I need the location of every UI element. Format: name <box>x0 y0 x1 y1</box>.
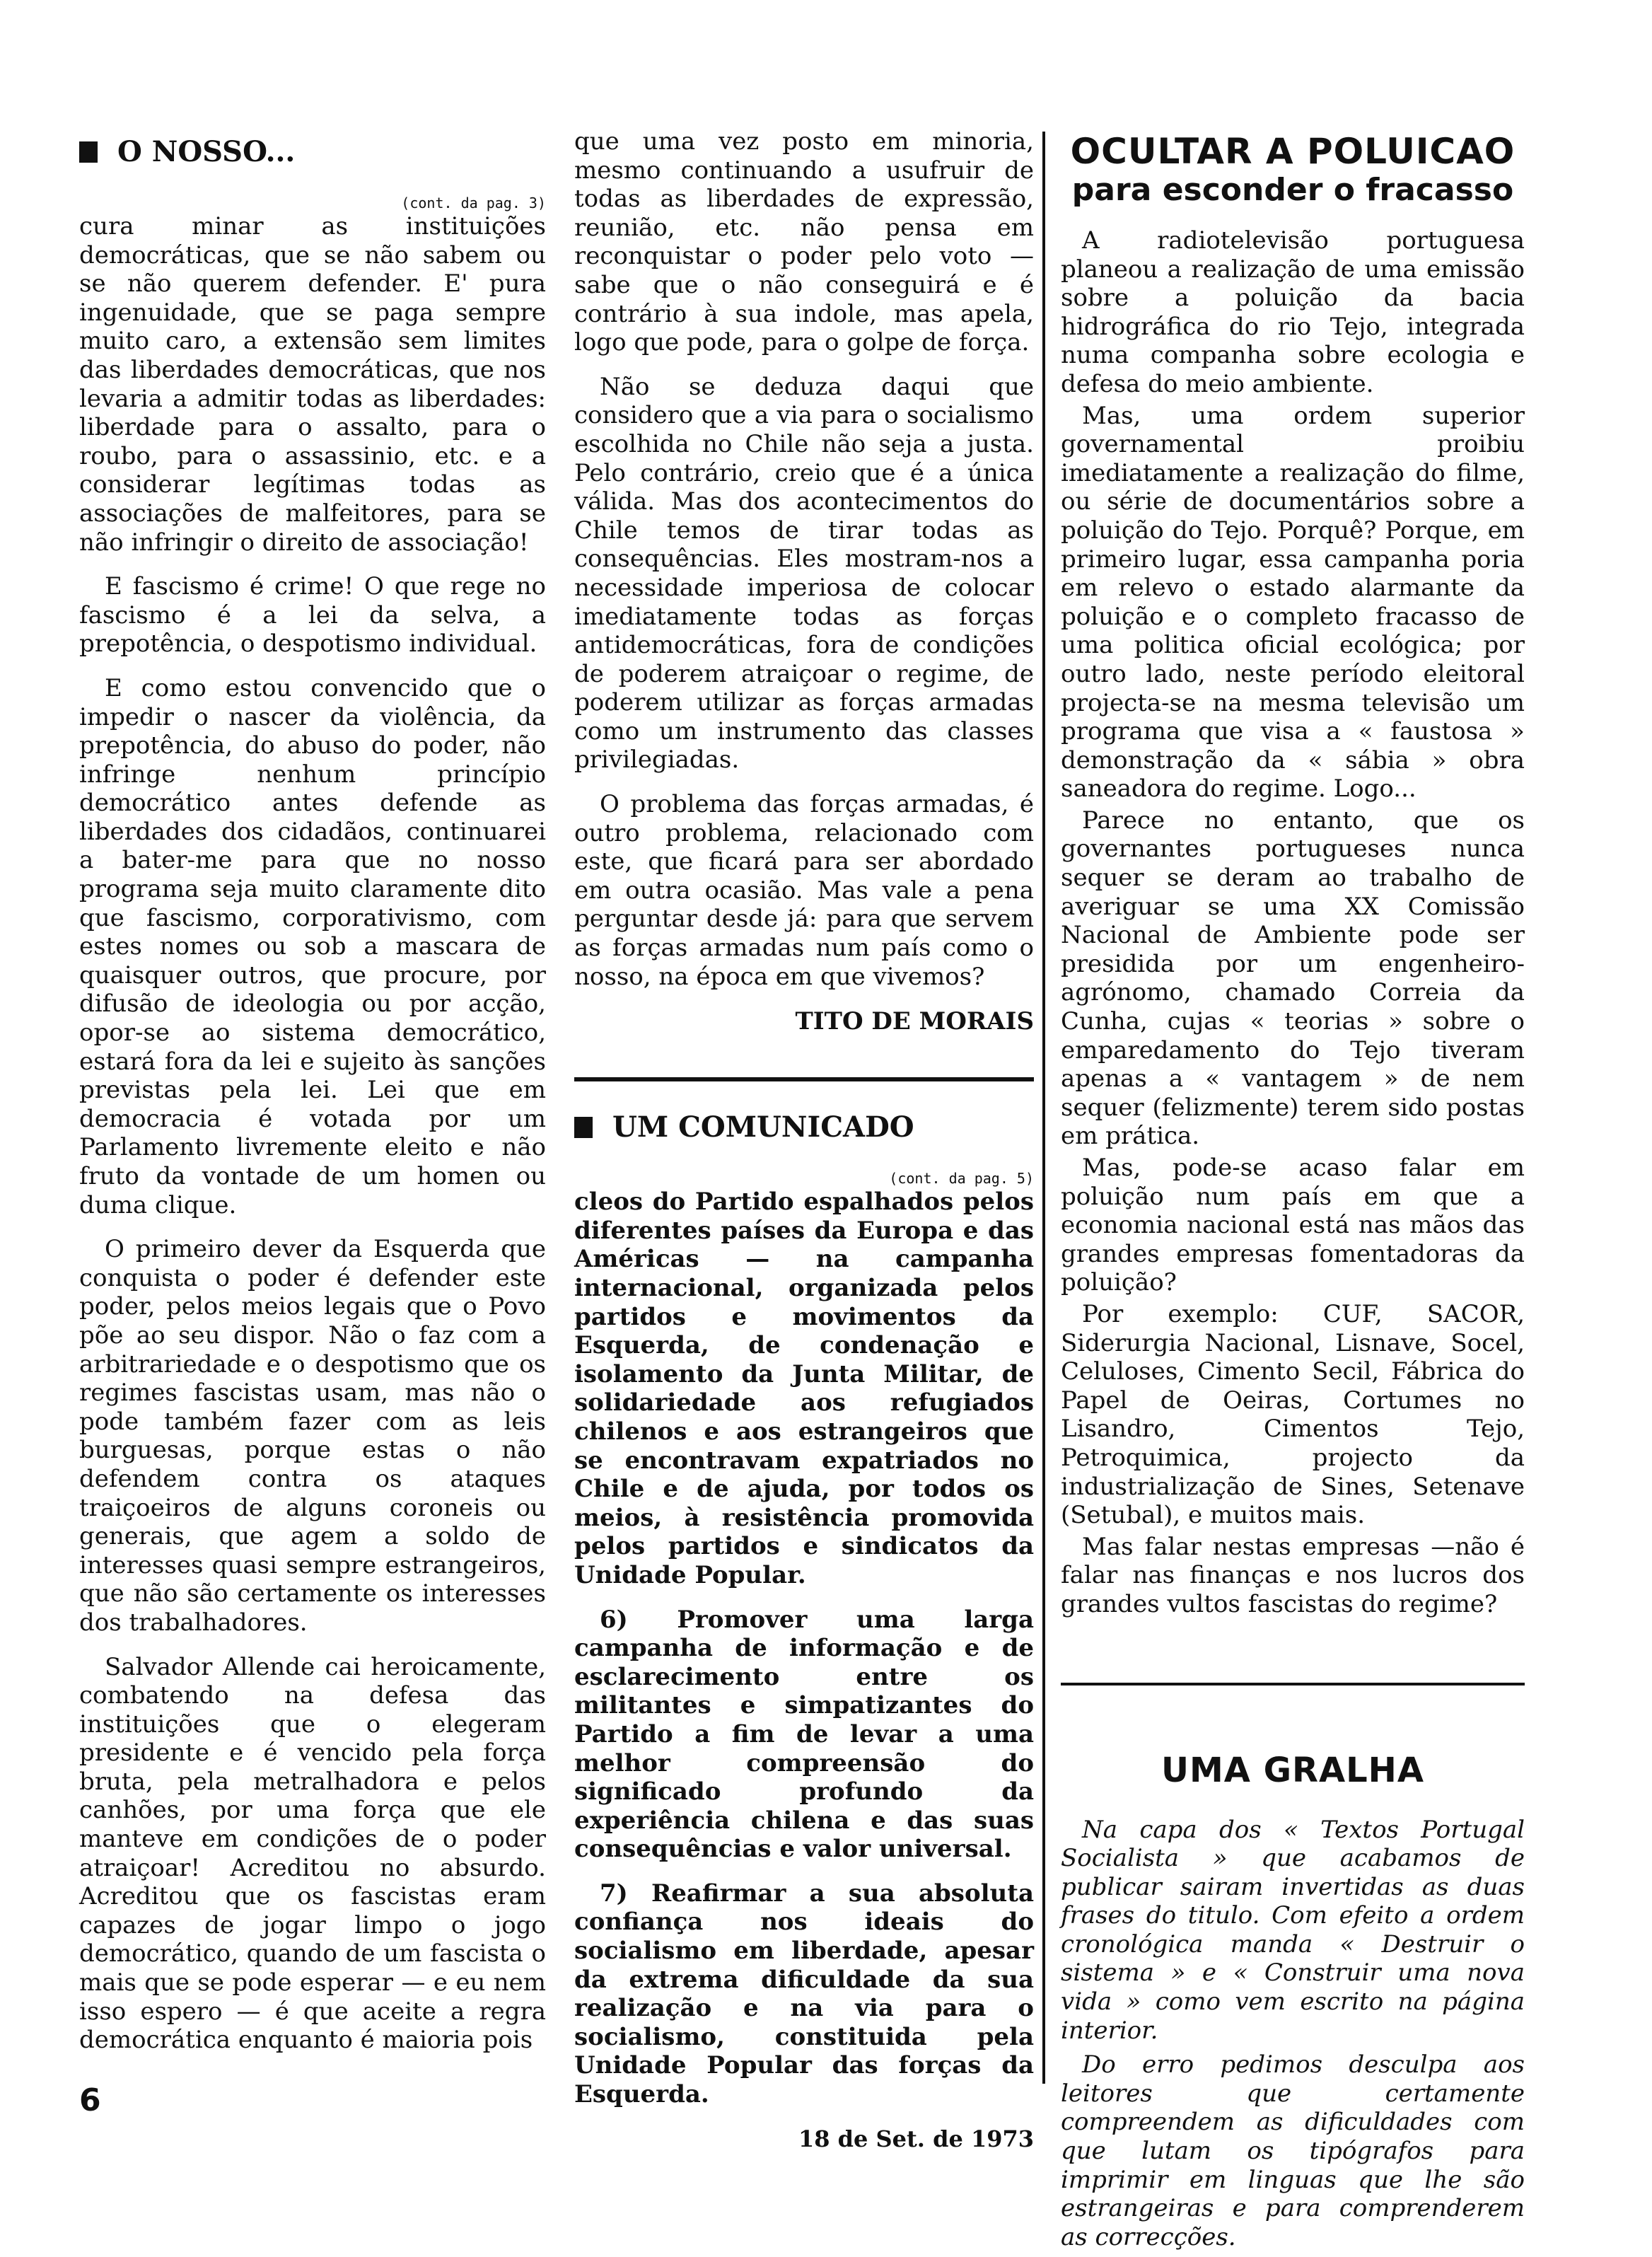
bullet-square-icon <box>79 141 98 163</box>
paragraph: 6) Promover uma larga campanha de informação e de esclarecimento entre os militantes e simpatizantes do Partido a fim de levar a uma melhor compreensão do significado profundo da experiência chilena e das suas consequências e valor universal. <box>574 1605 1034 1864</box>
column-middle <box>574 127 1034 2153</box>
page-number: 6 <box>79 2082 101 2118</box>
section-heading-text: UM COMUNICADO <box>612 1110 914 1144</box>
paragraph: 7) Reafirmar a sua absoluta confiança nos ideais do socialismo em liberdade, apesar da extrema dificuldade da sua realização e na via para o socialismo, constituida pela Unidade Popular das forças da Esquerda. <box>574 1879 1034 2109</box>
paragraph: Mas, pode-se acaso falar em poluição num país em que a economia nacional está nas mãos das grandes empresas fomentadoras da poluição? <box>1061 1154 1525 1297</box>
article-headline: UMA GRALHA <box>1161 1750 1424 1790</box>
paragraph: O problema das forças armadas, é outro problema, relacionado com este, que ficará para ser abordado em outra ocasião. Mas vale a pena perguntar desde já: para que servem as forças armadas num país como o nosso, na época em que vivemos? <box>574 790 1034 991</box>
paragraph: Do erro pedimos desculpa aos leitores que certamente compreendem as dificuldades com que lutam os tipógrafos para imprimir em linguas que lhe são estrangeiras e para comprenderem as correcções. <box>1061 2050 1525 2251</box>
paragraph: Salvador Allende cai heroicamente, combatendo na defesa das instituições que o elegeram presidente e é vencido pela força bruta, pela metralhadora e pelos canhões, por uma força que ele manteve em condições de o poder atraiçoar! Acreditou no absurdo. Acreditou que os fascistas eram capazes de jogar limpo o jogo democrático, quando de um fascista o mais que se pode esperar — e eu nem isso espero — é que aceite a regra democrática enquanto é maioria pois <box>79 1652 546 2055</box>
paragraph: cleos do Partido espalhados pelos diferentes países da Europa e das Américas — na campanha internacional, organizada pelos partidos e movimentos da Esquerda, de condenação e isolamento da Junta Militar, de solidariedade aos refugiados chilenos e aos estrangeiros que se encontravam expatriados no Chile e de ajuda, por todos os meios, à resistência promovida pelos partidos e sindicatos da Unidade Popular. <box>574 1188 1034 1589</box>
column-left <box>79 127 546 2070</box>
paragraph: A radiotelevisão portuguesa planeou a realização de uma emissão sobre a poluição da bacia hidrográfica do rio Tejo, integrada numa companha sobre ecologia e defesa do meio ambiente. <box>1061 226 1525 398</box>
continuation-note: (cont. da pag. 3) <box>401 195 546 211</box>
section-heading-um-comunicado <box>574 1110 1034 1145</box>
article-subheadline: para esconder o fracasso <box>1071 172 1514 208</box>
section-divider <box>1061 1683 1525 1686</box>
continuation-note: (cont. da pag. 5) <box>889 1170 1034 1188</box>
paragraph: cura minar as instituições democráticas, que se não sabem ou se não querem defender. E' pura ingenuidade, que se paga sempre muito caro, a extensão sem limites das liberdades democráticas, que nos levaria a admitir todas as liberdades: liberdade para o assalto, para o roubo, para o assassinio, etc. e a considerar legítimas todas as associações de malfeitores, para se não infringir o direito de associação! <box>79 212 546 557</box>
column-divider <box>1042 132 1045 2084</box>
author-signature: TITO DE MORAIS <box>795 1007 1034 1036</box>
paragraph: E fascismo é crime! O que rege no fascismo é a lei da selva, a prepotência, o despotismo individual. <box>79 572 546 658</box>
paragraph: Mas falar nestas empresas —não é falar nas finanças e nos lucros dos grandes vultos fascistas do regime? <box>1061 1532 1525 1618</box>
paragraph: Mas, uma ordem superior governamental proibiu imediatamente a realização do filme, ou série de documentários sobre a poluição do Tejo. Porquê? Porque, em primeiro lugar, essa campanha poria em relevo o estado alarmante da poluição e o completo fracasso de uma politica oficial ecológica; por outro lado, neste período eleitoral projecta-se na mesma televisão um programa que visa a « faustosa » demonstração da « sábia » obra saneadora do regime. Logo... <box>1061 401 1525 803</box>
section-heading-text: O NOSSO... <box>117 135 296 168</box>
paragraph: Parece no entanto, que os governantes portugueses nunca sequer se deram ao trabalho de averiguar se uma XX Comissão Nacional de Ambiente pode ser presidida por um engenheiro-agrónomo, chamado Correia da Cunha, cujas « teorias » sobre o emparedamento do Tejo tiveram apenas a « vantagem » de nem sequer (felizmente) terem sido postas em prática. <box>1061 806 1525 1151</box>
paragraph: Por exemplo: CUF, SACOR, Siderurgia Nacional, Lisnave, Socel, Celuloses, Cimento Secil, Fábrica do Papel de Oeiras, Cortumes no Lisandro, Cimentos Tejo, Petroquimica, projecto da industrialização de Sines, Setenave (Setubal), e muitos mais. <box>1061 1299 1525 1530</box>
paragraph: Não se deduza daqui que considero que a via para o socialismo escolhida no Chile não seja a justa. Pelo contrário, creio que é a única válida. Mas dos acontecimentos do Chile temos de tirar todas as consequências. Eles mostram-nos a necessidade imperiosa de colocar imediatamente todas as forças antidemocráticas, fora de condições de poderem atraiçoar o regime, de poderem utilizar as forças armadas como um instrumento das classes privilegiadas. <box>574 372 1034 774</box>
paragraph: Na capa dos « Textos Portugal Socialista » que acabamos de publicar sairam invertidas as duas frases do titulo. Com efeito a ordem cronológica manda « Destruir o sistema » e « Construir uma nova vida » como vem escrito na página interior. <box>1061 1815 1525 2045</box>
paragraph: E como estou convencido que o impedir o nascer da violência, da prepotência, do abuso do poder, não infringe nenhum princípio democrático antes defende as liberdades dos cidadãos, continuarei a bater-me para que no nosso programa seja muito claramente dito que fascismo, corporativismo, com estes nomes ou sob a mascara de quaisquer outros, que procure, por difusão de ideologia ou por acção, opor-se ao sistema democrático, estará fora da lei e sujeito às sanções previstas pela lei. Lei que em democracia é votada por um Parlamento livremente eleito e não fruto da vontade de um homen ou duma clique. <box>79 673 546 1219</box>
document-date: 18 de Set. de 1973 <box>798 2125 1034 2152</box>
section-heading-o-nosso <box>79 134 546 170</box>
column-right <box>1061 132 1525 2257</box>
paragraph: que uma vez posto em minoria, mesmo continuando a usufruir de todas as liberdades de expressão, reunião, etc. não pensa em reconquistar o poder pelo voto — sabe que o não conseguirá e é contrário à sua indole, mas apela, logo que pode, para o golpe de força. <box>574 127 1034 357</box>
paragraph: O primeiro dever da Esquerda que conquista o poder é defender este poder, pelos meios legais que o Povo põe ao seu dispor. Não o faz com a arbitrariedade e o despotismo que os regimes fascistas usam, mas não o pode também fazer com as leis burguesas, porque estas o não defendem contra os ataques traiçoeiros de alguns coroneis ou generais, que agem a soldo de interesses quasi sempre estrangeiros, que não são certamente os interesses dos trabalhadores. <box>79 1235 546 1637</box>
article-headline: OCULTAR A POLUICAO <box>1070 131 1516 172</box>
section-divider <box>574 1077 1034 1081</box>
bullet-square-icon <box>574 1117 593 1138</box>
